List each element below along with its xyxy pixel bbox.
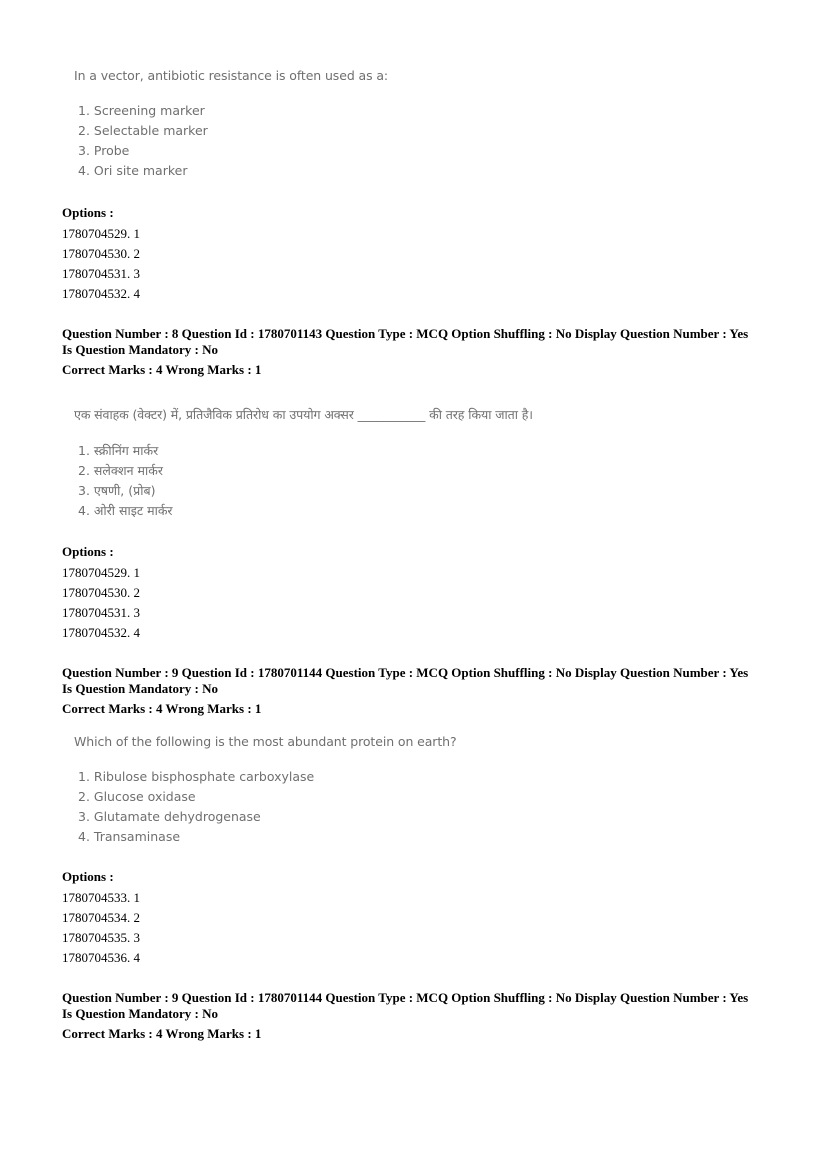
question-header	[62, 665, 748, 717]
choice-item: 1. Screening marker	[78, 103, 205, 118]
choice-list	[74, 767, 457, 847]
question-header	[62, 326, 748, 378]
option-id: 1780704529. 1	[62, 226, 140, 241]
question-meta-line: Question Number : 9 Question Id : 1780701144 Question Type : MCQ Option Shuffling : No Display Question Number : Yes	[62, 990, 749, 1005]
choice-item: 3. एषणी, (प्रोब)	[78, 483, 156, 498]
option-id: 1780704535. 3	[62, 930, 140, 945]
question-mandatory: Is Question Mandatory : No	[62, 342, 219, 357]
question-mandatory: Is Question Mandatory : No	[62, 681, 219, 696]
options-block	[62, 204, 140, 304]
option-id: 1780704536. 4	[62, 950, 140, 965]
question-header	[62, 990, 748, 1042]
option-id: 1780704534. 2	[62, 910, 140, 925]
choice-item: 4. ओरी साइट मार्कर	[78, 503, 173, 518]
option-id: 1780704529. 1	[62, 565, 140, 580]
option-id: 1780704531. 3	[62, 605, 140, 620]
choice-item: 2. Glucose oxidase	[78, 789, 196, 804]
option-id: 1780704533. 1	[62, 890, 140, 905]
option-id: 1780704532. 4	[62, 286, 140, 301]
question-marks: Correct Marks : 4 Wrong Marks : 1	[62, 701, 262, 716]
question-meta-line: Question Number : 9 Question Id : 1780701144 Question Type : MCQ Option Shuffling : No Display Question Number : Yes	[62, 665, 749, 680]
options-block	[62, 543, 140, 643]
question-stem: In a vector, antibiotic resistance is often used as a:	[74, 68, 389, 83]
question-meta-line: Question Number : 8 Question Id : 1780701143 Question Type : MCQ Option Shuffling : No Display Question Number : Yes	[62, 326, 749, 341]
choice-list	[74, 101, 388, 181]
option-id: 1780704530. 2	[62, 246, 140, 261]
question-mandatory: Is Question Mandatory : No	[62, 1006, 219, 1021]
choice-item: 2. Selectable marker	[78, 123, 208, 138]
options-label: Options :	[62, 869, 114, 884]
options-label: Options :	[62, 205, 114, 220]
question-marks: Correct Marks : 4 Wrong Marks : 1	[62, 362, 262, 377]
question-marks: Correct Marks : 4 Wrong Marks : 1	[62, 1026, 262, 1041]
option-id: 1780704532. 4	[62, 625, 140, 640]
choice-list	[74, 441, 533, 521]
choice-item: 2. सलेक्शन मार्कर	[78, 463, 163, 478]
choice-item: 3. Glutamate dehydrogenase	[78, 809, 261, 824]
options-block	[62, 868, 140, 968]
question-stem: Which of the following is the most abundant protein on earth?	[74, 734, 457, 749]
choice-item: 4. Ori site marker	[78, 163, 188, 178]
choice-item: 3. Probe	[78, 143, 130, 158]
choice-item: 1. स्क्रीनिंग मार्कर	[78, 443, 159, 458]
choice-item: 1. Ribulose bisphosphate carboxylase	[78, 769, 315, 784]
option-id: 1780704531. 3	[62, 266, 140, 281]
question-image-hindi	[74, 406, 533, 521]
choice-item: 4. Transaminase	[78, 829, 181, 844]
question-stem: एक संवाहक (वेक्टर) में, प्रतिजैविक प्रतिरोध का उपयोग अक्सर ___________ की तरह किया जाता है।	[74, 407, 533, 422]
question-image-english	[74, 68, 388, 181]
question-image-english	[74, 734, 457, 847]
options-label: Options :	[62, 544, 114, 559]
option-id: 1780704530. 2	[62, 585, 140, 600]
